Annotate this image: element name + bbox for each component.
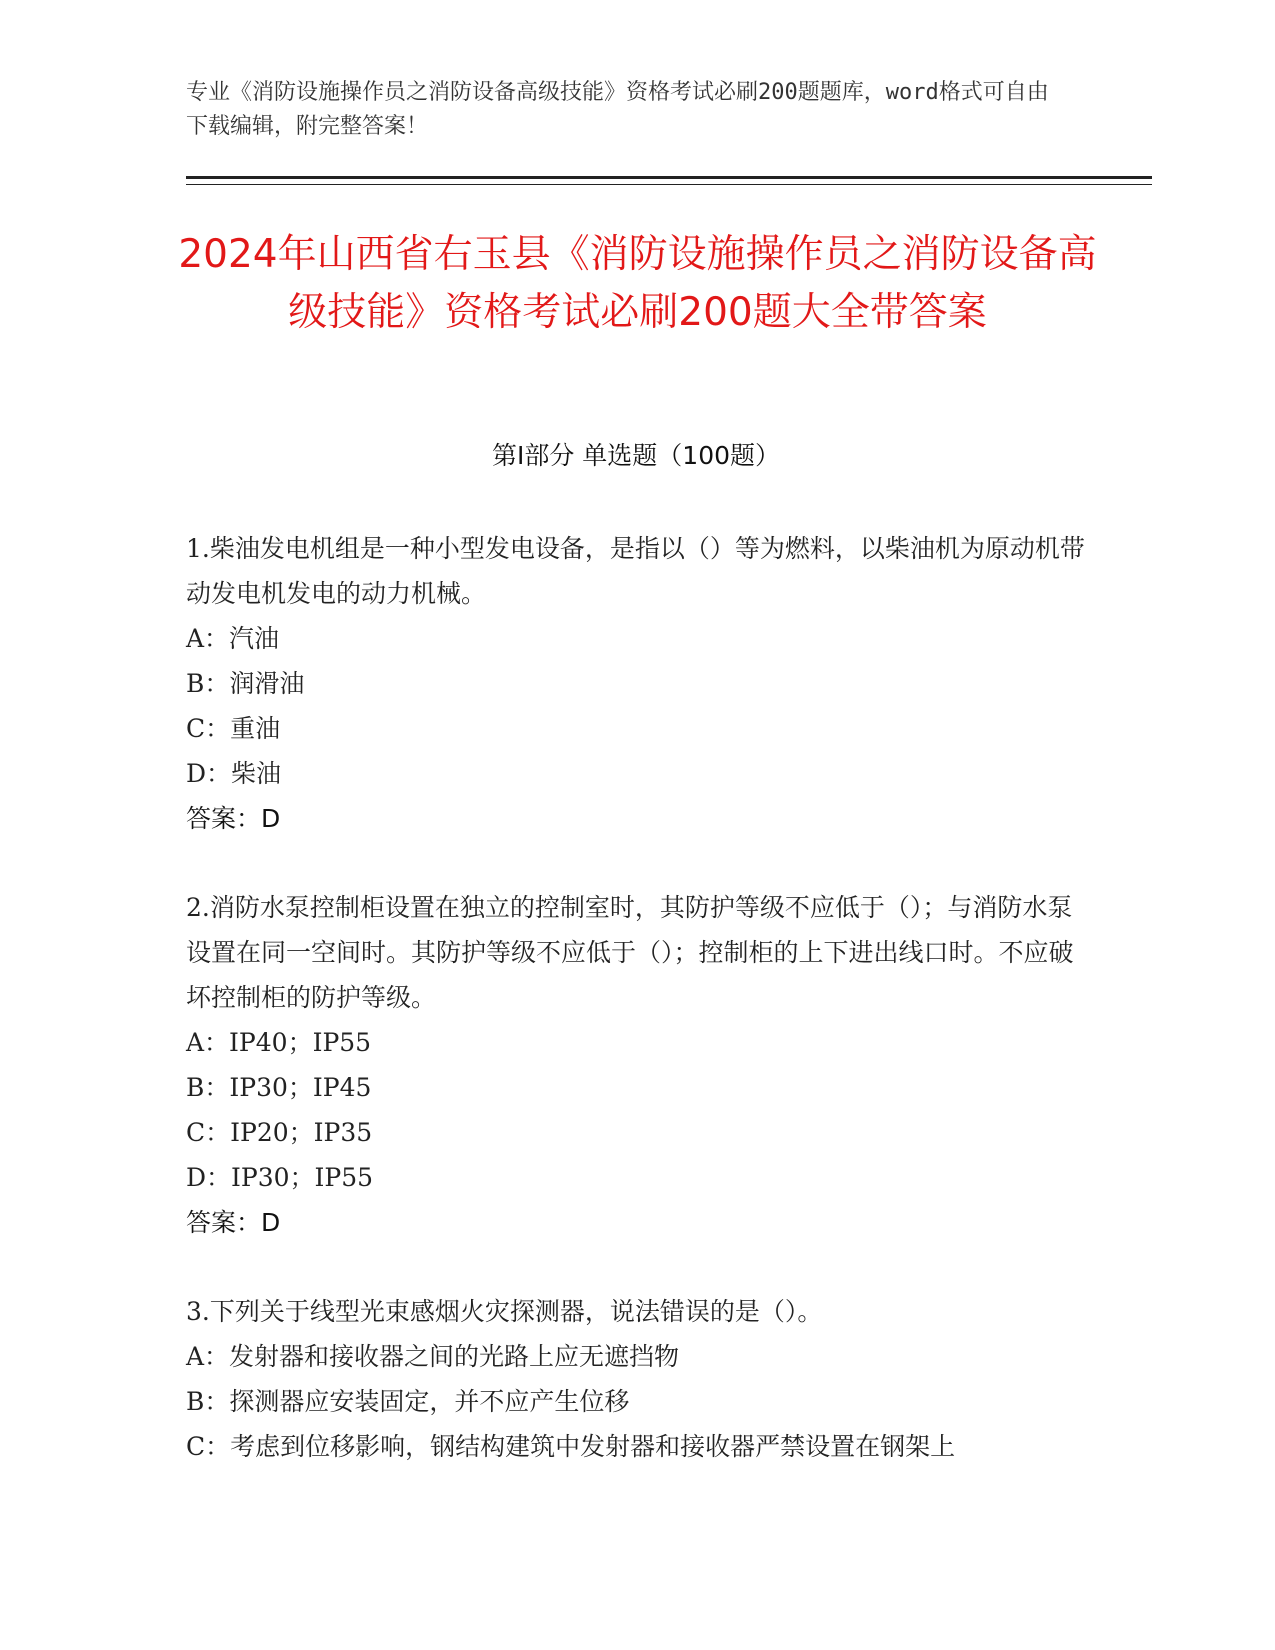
option-c: C：IP20；IP35 <box>186 1118 373 1147</box>
option-d: D：IP30；IP55 <box>186 1163 374 1192</box>
option-d: D：柴油 <box>186 759 282 788</box>
section-title: 第Ⅰ部分 单选题（100题） <box>491 441 781 470</box>
document-title: 2024年山西省右玉县《消防设施操作员之消防设备高级技能》资格考试必刷200题大全带答案 <box>178 232 1097 335</box>
question-3 <box>186 1289 1086 1469</box>
answer: 答案：D <box>186 1208 281 1237</box>
question-1 <box>186 526 1086 841</box>
option-c: C：重油 <box>186 714 281 743</box>
question-2 <box>186 885 1086 1245</box>
option-a: A：发射器和接收器之间的光路上应无遮挡物 <box>186 1342 680 1371</box>
question-stem: 2.消防水泵控制柜设置在独立的控制室时，其防护等级不应低于（）；与消防水泵设置在同一空间时。其防护等级不应低于（）；控制柜的上下进出线口时。不应破坏控制柜的防护等级。 <box>186 893 1074 1012</box>
header-rule-thin <box>186 184 1152 185</box>
option-b: B：IP30；IP45 <box>186 1073 372 1102</box>
question-stem: 1.柴油发电机组是一种小型发电设备，是指以（）等为燃料，以柴油机为原动机带动发电机发电的动力机械。 <box>186 534 1085 608</box>
option-b: B：润滑油 <box>186 669 305 698</box>
question-stem: 3.下列关于线型光束感烟火灾探测器，说法错误的是（）。 <box>186 1297 823 1326</box>
option-a: A：汽油 <box>186 624 280 653</box>
option-a: A：IP40；IP55 <box>186 1028 372 1057</box>
answer: 答案：D <box>186 804 281 833</box>
header-note: 专业《消防设施操作员之消防设备高级技能》资格考试必刷200题题库，word格式可自由下载编辑，附完整答案！ <box>186 80 1049 139</box>
option-c: C：考虑到位移影响，钢结构建筑中发射器和接收器严禁设置在钢架上 <box>186 1432 956 1461</box>
header-rule-thick <box>186 176 1152 179</box>
option-b: B：探测器应安装固定，并不应产生位移 <box>186 1387 630 1416</box>
question-list <box>186 526 1086 1513</box>
